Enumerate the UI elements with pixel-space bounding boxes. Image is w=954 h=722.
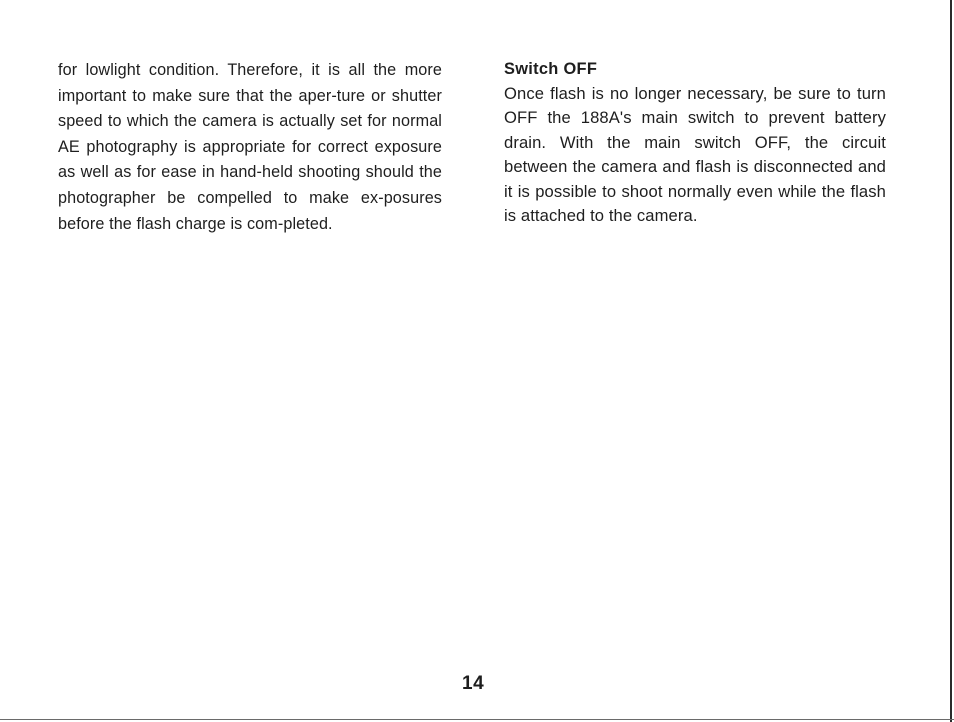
page-number: 14: [462, 673, 485, 694]
page-edge-right: [950, 0, 952, 722]
page-edge-bottom: [0, 719, 954, 720]
right-column: [504, 58, 886, 228]
left-column-paragraph: for lowlight condition. Therefore, it is all the more important to make sure that the aper-ture or shutter speed to which the camera is actually set for normal AE photography is appropriate for correct exposure as well as for ease in hand-held shooting should the photographer be compelled to make ex-posures before the flash charge is com-pleted.: [58, 61, 442, 233]
left-column: [58, 58, 442, 237]
section-heading-switch-off: Switch OFF: [504, 60, 598, 78]
right-column-paragraph: Once flash is no longer necessary, be sure to turn OFF the 188A's main switch to prevent battery drain. With the main switch OFF, the circuit between the camera and flash is disconnected and it is possible to shoot normally even while the flash is attached to the camera.: [504, 84, 886, 226]
